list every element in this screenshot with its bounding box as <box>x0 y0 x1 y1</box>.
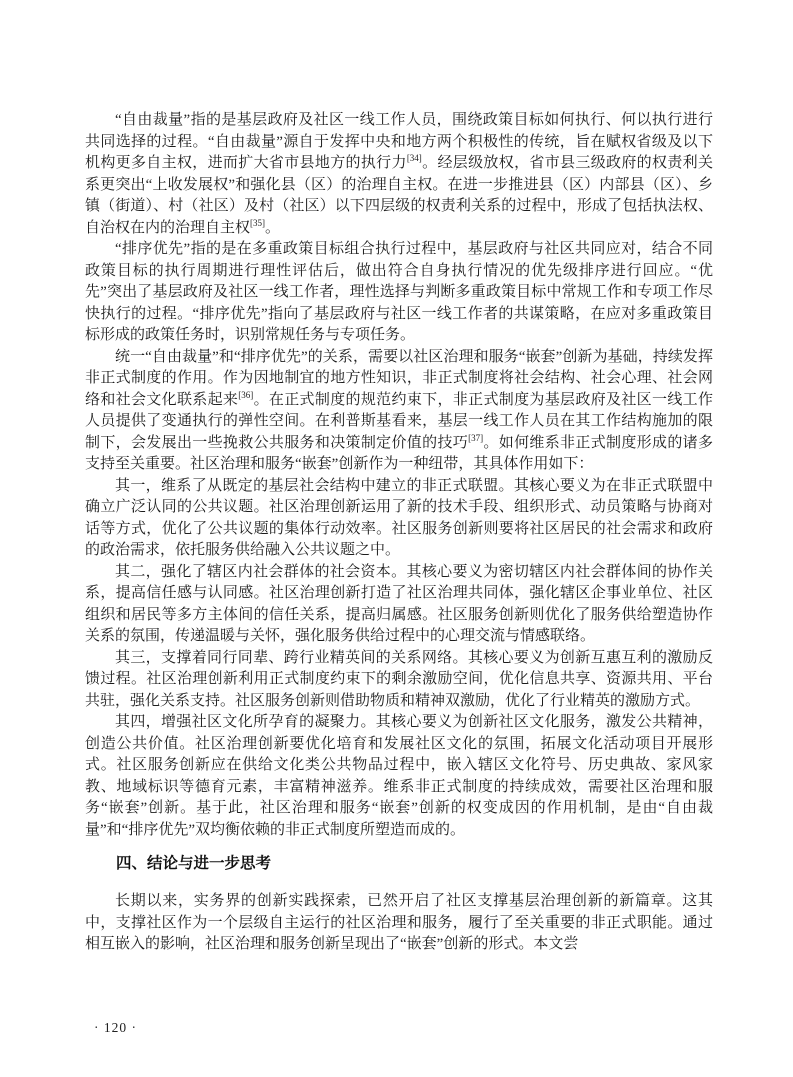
paragraph: 统一“自由裁量”和“排序优先”的关系，需要以社区治理和服务“嵌套”创新为基础，持续发挥非正式制度的作用。作为因地制宜的地方性知识，非正式制度将社会结构、社会心理、社会网络和社会文化联系起来[36]。在正式制度的规范约束下，非正式制度为基层政府及社区一线工作人员提供了变通执行的弹性空间。在利普斯基看来，基层一线工作人员在其工作结构施加的限制下，会发展出一些挽救公共服务和决策制定价值的技巧[37]。如何维系非正式制度形成的诸多支持至关重要。社区治理和服务“嵌套”创新作为一种纽带，其具体作用如下： <box>85 348 713 472</box>
footnote-ref: [36] <box>238 389 254 400</box>
page-number: · 120 · <box>94 1020 137 1035</box>
paragraph: “排序优先”指的是在多重政策目标组合执行过程中，基层政府与社区共同应对，结合不同政策目标的执行周期进行理性评估后，做出符合自身执行情况的优先级排序进行回应。“优先”突出了基层政府及社区一线工作者，理性选择与判断多重政策目标中常规工作和专项工作尽快执行的过程。“排序优先”指向了基层政府与社区一线工作者的共谋策略，在应对多重政策目标形成的政策任务时，识别常规任务与专项任务。 <box>85 241 713 343</box>
section-heading: 四、结论与进一步思考 <box>116 855 272 872</box>
footnote-ref: [34] <box>406 153 422 163</box>
paragraph: “自由裁量”指的是基层政府及社区一线工作人员，围绕政策目标如何执行、何以执行进行共同选择的过程。“自由裁量”源自于发挥中央和地方两个积极性的传统，旨在赋权省级及以下机构更多自主权，进而扩大省市县地方的执行力[34]。经层级放权，省市县三级政府的权责利关系更突出“上收发展权”和强化县（区）的治理自主权。在进一步推进县（区）内部县（区）、乡镇（街道）、村（社区）及村（社区）以下四层级的权责利关系的过程中，形成了包括执法权、自治权在内的治理自主权[35]。 <box>85 112 713 236</box>
page-body <box>85 110 713 956</box>
footnote-ref: [35] <box>250 217 266 228</box>
paragraph: 长期以来，实务界的创新实践探索，已然开启了社区支撑基层治理创新的新篇章。这其中，支撑社区作为一个层级自主运行的社区治理和服务，履行了至关重要的非正式职能。通过相互嵌入的影响，社区治理和服务创新呈现出了“嵌套”创新的形式。本文尝 <box>85 893 713 952</box>
footnote-ref: [37] <box>468 432 484 443</box>
paragraph: 其三，支撑着同行同辈、跨行业精英间的关系网络。其核心要义为创新互惠互利的激励反馈过程。社区治理创新利用正式制度约束下的剩余激励空间，优化信息共享、资源共用、平台共驻，强化关系支持。社区服务创新则借助物质和精神双激励，优化了行业精英的激励方式。 <box>85 649 713 709</box>
paragraph: 其二，强化了辖区内社会群体的社会资本。其核心要义为密切辖区内社会群体间的协作关系，提高信任感与认同感。社区治理创新打造了社区治理共同体，强化辖区企事业单位、社区组织和居民等多方主体间的信任关系，提高归属感。社区服务创新则优化了服务供给塑造协作关系的氛围，传递温暖与关怀，强化服务供给过程中的心理交流与情感联络。 <box>85 563 713 644</box>
paragraph: 其四，增强社区文化所孕育的凝聚力。其核心要义为创新社区文化服务，激发公共精神，创造公共价值。社区治理创新要优化培育和发展社区文化的氛围，拓展文化活动项目开展形式。社区服务创新应在供给文化类公共物品过程中，嵌入辖区文化符号、历史典故、家风家教、地域标识等德育元素，丰富精神滋养。维系非正式制度的持续成效，需要社区治理和服务“嵌套”创新。基于此，社区治理和服务“嵌套”创新的权变成因的作用机制，是由“自由裁量”和“排序优先”双均衡依赖的非正式制度所塑造而成的。 <box>85 714 713 838</box>
paragraph: 其一，维系了从既定的基层社会结构中建立的非正式联盟。其核心要义为在非正式联盟中确立广泛认同的公共议题。社区治理创新运用了新的技术手段、组织形式、动员策略与协商对话等方式，优化了公共议题的集体行动效率。社区服务创新则要将社区居民的社会需求和政府的政治需求，依托服务供给融入公共议题之中。 <box>85 477 713 558</box>
